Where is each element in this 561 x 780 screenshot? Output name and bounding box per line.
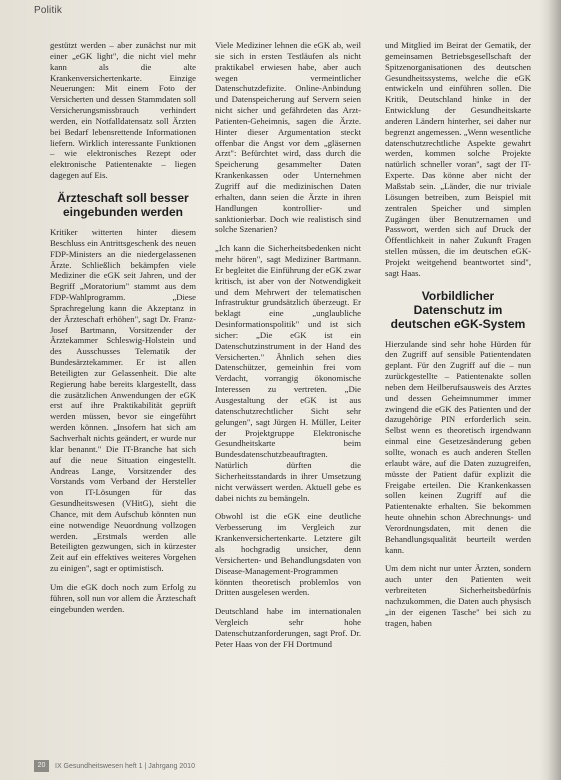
paragraph: Um die eGK doch noch zum Erfolg zu führen, soll nun vor allem die Ärzteschaft eingebunden werden. [50, 581, 196, 614]
page-number: 20 [34, 760, 49, 772]
paragraph: „Ich kann die Sicherheitsbedenken nicht mehr hören", sagt Mediziner Bartmann. Er begleitet die Einführung der eGK zwar kritisch, ist aber von der Notwendigkeit und dem Mehrwert der telematischen Infrastruktur grundsätzlich überzeugt. Er beklagt eine „unglaubliche Desinformationspolitik" und ist sich sicher: „Die eGK ist ein Datenschutzinstrument in der Hand des Versicherten." Ähnlich sehen dies Datenschützer, gemeinhin frei vom Verdacht, vorrangig ökonomische Interessen zu vertreten. „Die Ausgestaltung der eGK ist aus datenschutzrechtlicher Sicht sehr gelungen", sagt Jürgen H. Müller, Leiter der Projektgruppe Elektronische Gesundheitskarte beim Bundesdatenschutzbeauftragten. Natürlich dürften die Sicherheitsstandards in ihrer Umsetzung nicht verwässert werden. Aktuell gebe es dabei nichts zu bemängeln. [215, 243, 361, 503]
page-gutter-shadow [539, 0, 561, 780]
paragraph: Kritiker witterten hinter diesem Beschluss ein Antrittsgeschenk des neuen FDP-Ministers an die niedergelassenen Ärzte. Schließlich bekämpfen viele Mediziner die eGK seit Jahren, und der Begriff „Moratorium" stammt aus dem FDP-Wahlprogramm. „Diese Sprachregelung kann die Akzeptanz in der Ärzteschaft erhöhen", sagt Dr. Franz-Josef Bartmann, Vorsitzender der Ärztekammer Schleswig-Holstein und des Ausschusses Telematik der Bundesärztekammer. Er ist allen Beteiligten zur Gelassenheit. Die alte Regierung habe bereits klargestellt, dass die zusätzlichen Anwendungen der eGK erst auf ihre Praktikabilität geprüft werden müssen, bevor sie eingeführt werden können. „Insofern hat sich am Sachverhalt nichts geändert, er wurde nur klar benannt." Die IT-Branche hat sich auf die neue Situation eingestellt. Andreas Lange, Vorsitzender des Vorstands vom Verband der Hersteller von IT-Lösungen für das Gesundheitswesen (VHitG), sieht die Chance, mit dem Aufschub könnten nun eine notwendige Neuordnung vollzogen werden. „Erstmals werden alle Beteiligten gezwungen, sich in kürzester Zeit auf ein effektives weiteres Vorgehen zu einigen", sagt er optimistisch. [50, 226, 196, 574]
subheading: Ärzteschaft soll besser eingebunden werden [57, 190, 189, 219]
paragraph: Hierzulande sind sehr hohe Hürden für den Zugriff auf sensible Patientendaten geplant. Für den Zugriff auf die – nun zurückgestellte – Patientenakte sollen neben dem Heilberufsausweis des Arztes und dessen Geheimnummer immer zwingend die eGK des Patienten und der dazugehörige PIN erforderlich sein. Selbst wenn es theoretisch irgendwann einmal eine Gesetzesänderung geben sollte, wonach es auch anderen Stellen erlaubt wäre, auf die Daten zuzugreifen, müsste der Patient dafür explizit die Freigabe erteilen. Die Krankenkassen sollen keinen Zugriff auf die Patientenakte erhalten. Sie bekommen heute ohnehin schon Abrechnungs- und Verordnungsdaten, mit denen die Behandlungsqualität beurteilt werden kann. [385, 338, 531, 555]
publication-info: IX Gesundheitswesen heft 1 | Jahrgang 2010 [55, 762, 195, 770]
section-label: Politik [34, 5, 63, 16]
column-1 [50, 40, 196, 615]
paragraph: Um dem nicht nur unter Ärzten, sondern auch unter den Patienten weit verbreiteten Sicherheitsbedürfnis nachzukommen, die Daten auch physisch „in der eigenen Tasche" bei sich zu tragen, haben [385, 563, 531, 628]
paragraph: Viele Mediziner lehnen die eGK ab, weil sie sich in ersten Testläufen als nicht praktikabel erwiesen habe, aber auch wegen vermeintlicher Datenschutzdefizite. Online-Anbindung und Datenspeicherung auf Servern seien nicht sicher und gefährdeten das Arzt-Patienten-Geheimnis, sagen die Ärzte. Hinter dieser Argumentation steckt offenbar die Angst vor dem „gläsernen Arzt": Befürchtet wird, dass durch die Speicherung gesammelter Daten Krankenkassen oder Unternehmen Zugriff auf die medizinischen Daten erhalten, dann seien die Ärzte in ihren Handlungen kontrollier- und sanktionierbar. Doch wie realistisch sind solche Szenarien? [215, 40, 361, 235]
paragraph: Obwohl ist die eGK eine deutliche Verbesserung im Vergleich zur Krankenversichertenkarte. Letztere gilt als hochgradig unsicher, denn Versicherten- und Behandlungsdaten von Disease-Management-Programmen könnten theoretisch problemlos von Dritten ausgelesen werden. [215, 511, 361, 598]
column-3 [385, 40, 531, 629]
page-footer [34, 760, 195, 772]
paragraph: Deutschland habe im internationalen Vergleich sehr hohe Datenschutzanforderungen, sagt Prof. Dr. Peter Haas von der FH Dortmund [215, 606, 361, 649]
subheading: Vorbildlicher Datenschutz im deutschen eGK-System [390, 288, 526, 331]
paragraph: gestützt werden – aber zunächst nur mit einer „eGK light", die nicht viel mehr kann als die alte Krankenversichertenkarte. Einzige Neuerungen: Mit einem Foto der Versicherten und dessen Stammdaten soll Versicherungsmissbrauch verhindert werden, ein Notfalldatensatz soll Ärzten bei Bedarf lebensrettende Informationen liefern. Wirklich interessante Funktionen – wie elektronisches Rezept oder elektronische Patientenakte – liegen dagegen auf Eis. [50, 40, 196, 181]
column-2 [215, 40, 361, 650]
paragraph: und Mitglied im Beirat der Gematik, der gemeinsamen Betriebsgesellschaft der Spitzenorganisationen des deutschen Gesundheitssystems, welche die eGK entwickeln und einführen sollen. Die Kritik, Deutschland hinke in der Entwicklung der Gesundheitskarte anderen Ländern hinterher, sei daher nur begrenzt angemessen. „Wenn wesentliche datenschutzrechtliche Aspekte gewahrt werden, kommen solche Projekte natürlich schneller voran", sagt der IT-Experte. Das könne aber nicht der Maßstab sein. „Länder, die nur triviale Lösungen betreiben, zum Beispiel mit zentralen Speicher und simplen Zugängen über Benutzernamen und Passwort, werden sich auf Druck der Öffentlichkeit in naher Zukunft Fragen stellen müssen, die im deutschen eGK-Projekt weitgehend beantwortet sind", sagt Haas. [385, 40, 531, 278]
